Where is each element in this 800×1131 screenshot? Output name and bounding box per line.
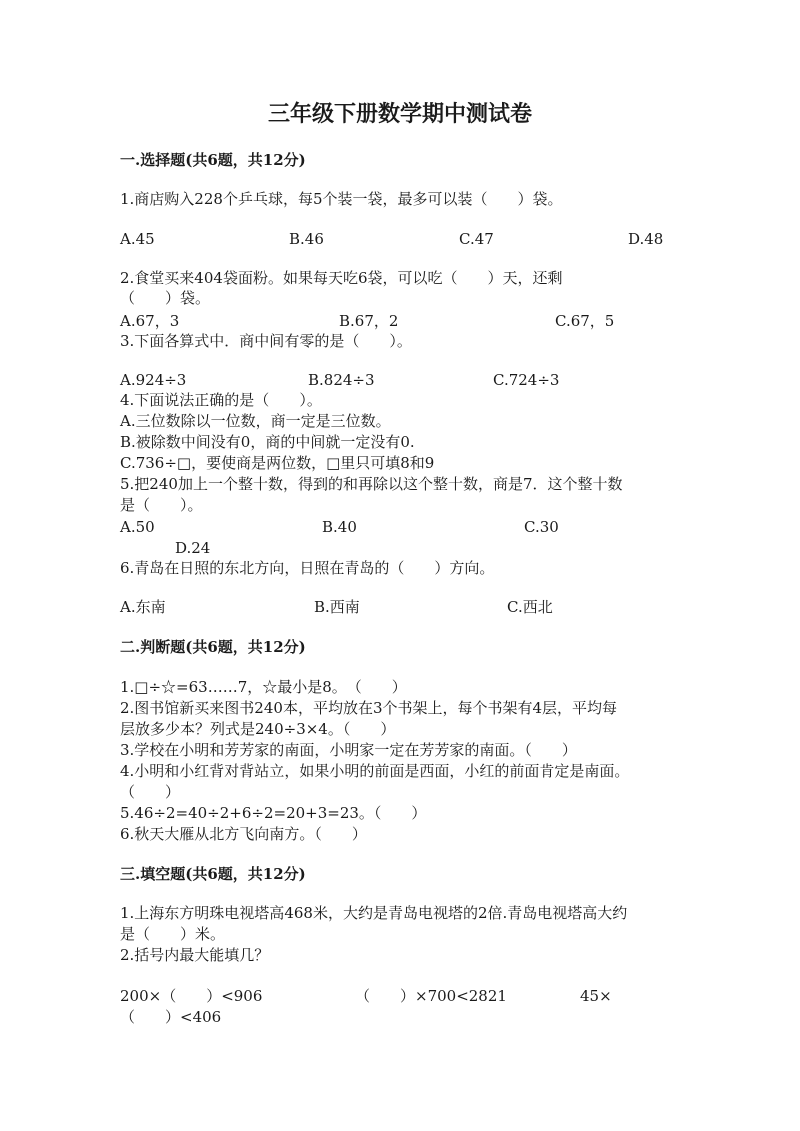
option: B.被除数中间没有0，商的中间就一定没有0. (120, 433, 415, 451)
option: B.40 (322, 518, 357, 536)
question-text: 1.商店购入228个乒乓球，每5个装一袋，最多可以装（ ）袋。 (120, 190, 563, 208)
question-text: 2.图书馆新买来图书240本，平均放在3个书架上，每个书架有4层，平均每 (120, 699, 618, 717)
question-text: （ ） (120, 783, 181, 801)
question-text: 1.上海东方明珠电视塔高468米，大约是青岛电视塔的2倍.青岛电视塔高大约 (120, 904, 628, 922)
question-text: 是（ ）。 (120, 496, 203, 514)
option: C.西北 (507, 598, 553, 616)
question-text: 是（ ）米。 (120, 925, 226, 943)
option: A.924÷3 (120, 371, 187, 389)
question-text: 3.下面各算式中．商中间有零的是（ ）。 (120, 332, 412, 350)
question-text: 6.秋天大雁从北方飞向南方。（ ） (120, 825, 367, 843)
option: C.67，5 (555, 312, 615, 330)
option: B.824÷3 (308, 371, 375, 389)
option: B.西南 (314, 598, 360, 616)
option: B.46 (289, 230, 324, 248)
question-text: 层放多少本？列式是240÷3×4。（ ） (120, 720, 396, 738)
question-text: 6.青岛在日照的东北方向，日照在青岛的（ ）方向。 (120, 559, 495, 577)
fill-blank: 45× (580, 987, 612, 1005)
option: A.67，3 (120, 312, 180, 330)
question-text: （ ）袋。 (120, 289, 211, 307)
question-text: 5.把240加上一个整十数，得到的和再除以这个整十数，商是7．这个整十数 (120, 475, 623, 493)
page-title: 三年级下册数学期中测试卷 (267, 101, 532, 127)
question-text: 2.食堂买来404袋面粉。如果每天吃6袋，可以吃（ ）天，还剩 (120, 269, 563, 287)
section-heading-fill: 三.填空题(共6题，共12分) (120, 865, 306, 883)
option: D.48 (628, 230, 664, 248)
option: A.45 (120, 230, 155, 248)
option: C.736÷□，要使商是两位数，□里只可填8和9 (120, 454, 435, 472)
question-text: 4.下面说法正确的是（ ）。 (120, 391, 322, 409)
option: C.47 (459, 230, 494, 248)
question-text: 2.括号内最大能填几？ (120, 946, 270, 964)
question-text: 4.小明和小红背对背站立，如果小明的前面是西面，小红的前面肯定是南面。 (120, 762, 630, 780)
section-heading-choice: 一.选择题(共6题，共12分) (120, 151, 306, 169)
question-text: 5.46÷2=40÷2+6÷2=20+3=23。（ ） (120, 804, 427, 822)
option: C.30 (524, 518, 559, 536)
fill-blank: （ ）<406 (120, 1008, 222, 1026)
option: A.三位数除以一位数，商一定是三位数。 (120, 412, 391, 430)
section-heading-judgement: 二.判断题(共6题，共12分) (120, 638, 306, 656)
fill-blank: 200×（ ）<906 (120, 987, 263, 1005)
question-text: 1.□÷☆=63……7，☆最小是8。 （ ） (120, 678, 407, 696)
question-text: 3.学校在小明和芳芳家的南面，小明家一定在芳芳家的南面。（ ） (120, 741, 577, 759)
fill-blank: （ ）×700<2821 (355, 987, 507, 1005)
option: A.50 (120, 518, 155, 536)
option: B.67，2 (339, 312, 399, 330)
option: C.724÷3 (493, 371, 560, 389)
option: D.24 (175, 539, 211, 557)
option: A.东南 (120, 598, 166, 616)
